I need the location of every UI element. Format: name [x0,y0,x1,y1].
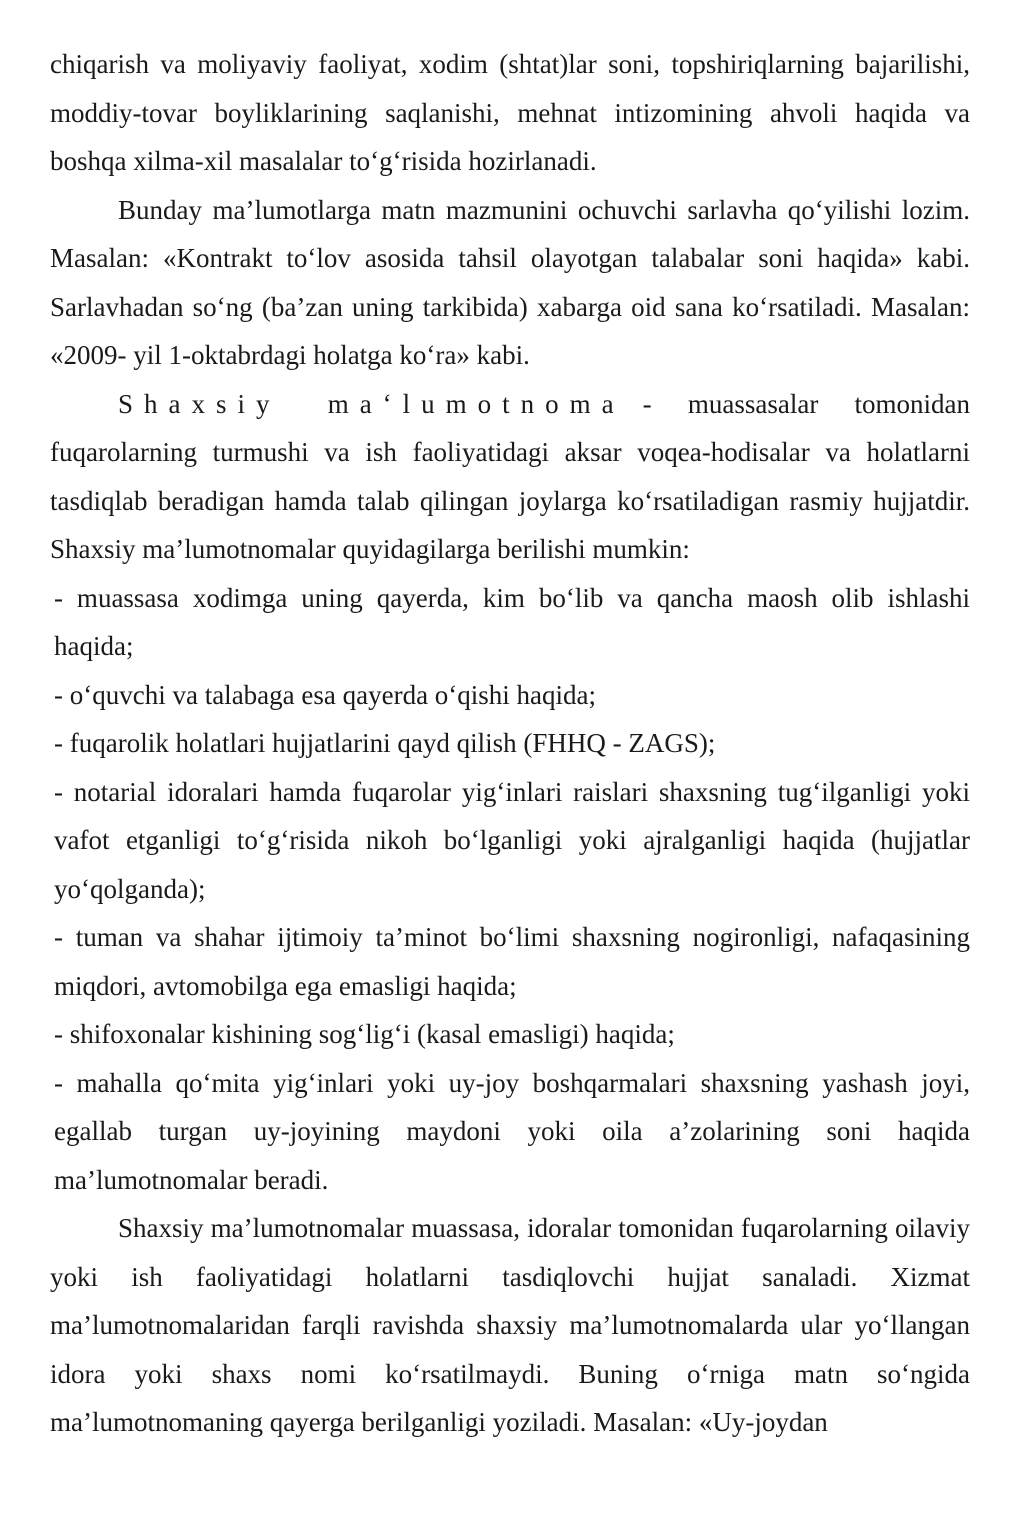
definition-text: - muassasalar tomonidan fuqarolarning turmushi va ish faoliyatidagi aksar voqea-hodisalar va holatlarni tasdiqlab beradigan hamda talab qilingan joylarga ko‘rsatiladigan rasmiy hujjatdir. Shaxsiy ma’lumotnomalar quyidagilarga berilishi mumkin: [50,388,970,564]
paragraph-closing: Shaxsiy ma’lumotnomalar muassasa, idoralar tomonidan fuqarolarning oilaviy yoki ish faoliyatidagi holatlarni tasdiqlovchi hujjat sanaladi. Xizmat ma’lumotnomalaridan farqli ravishda shaxsiy ma’lumotnomalarda ular yo‘llangan idora yoki shaxs nomi ko‘rsatilmaydi. Buning o‘rniga matn so‘ngida ma’lumotnomaning qayerga berilganligi yoziladi. Masalan: «Uy-joydan [50,1213,970,1437]
list-item: - o‘quvchi va talabaga esa qayerda o‘qishi haqida; [54,679,597,710]
list-item: - mahalla qo‘mita yig‘inlari yoki uy-joy boshqarmalari shaxsning yashash joyi, egallab turgan uy-joyining maydoni yoki oila a’zolarining soni haqida ma’lumotnomalar beradi. [54,1067,970,1195]
list-item: - fuqarolik holatlari hujjatlarini qayd qilish (FHHQ - ZAGS); [54,728,716,758]
bullet-list [50,574,970,1205]
list-item: - muassasa xodimga uning qayerda, kim bo‘lib va qancha maosh olib ishlashi haqida; [54,582,970,661]
paragraph-definition [50,380,970,574]
list-item: - shifoxonalar kishining sog‘lig‘i (kasal emasligi) haqida; [54,1019,675,1049]
document-page [50,40,970,1447]
paragraph-continuation: chiqarish va moliyaviy faoliyat, xodim (shtat)lar soni, topshiriqlarning bajarilishi, moddiy-tovar boyliklarining saqlanishi, mehnat intizomining ahvoli haqida va boshqa xilma-xil masalalar to‘g‘risida hozirlanadi. [50,49,970,176]
list-item: - notarial idoralari hamda fuqarolar yig‘inlari raislari shaxsning tug‘ilganligi yoki vafot etganligi to‘g‘risida nikoh bo‘lganligi yoki ajralganligi haqida (hujjatlar yo‘qolganda); [54,776,970,904]
paragraph-heading-note: Bunday ma’lumotlarga matn mazmunini ochuvchi sarlavha qo‘yilishi lozim. Masalan: «Kontrakt to‘lov asosida tahsil olayotgan talabalar soni haqida» kabi. Sarlavhadan so‘ng (ba’zan uning tarkibida) xabarga oid sana ko‘rsatiladi. Masalan: «2009- yil 1-oktabrdagi holatga ko‘ra» kabi. [50,194,970,370]
spaced-term: Shaxsiy ma‘lumotnoma [118,388,625,419]
list-item: - tuman va shahar ijtimoiy ta’minot bo‘limi shaxsning nogironligi, nafaqasining miqdori, avtomobilga ega emasligi haqida; [54,922,970,1001]
